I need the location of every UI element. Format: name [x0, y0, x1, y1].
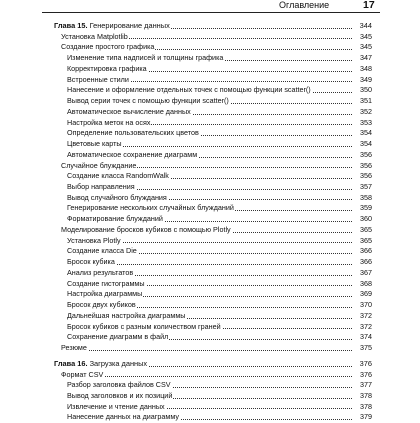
- toc-subsection-entry[interactable]: [54, 380, 372, 391]
- toc-entry-text: [54, 21, 171, 32]
- toc-section-entry[interactable]: [54, 225, 372, 236]
- running-header-title: Оглавление: [279, 0, 330, 10]
- toc-entry-title: Настройка диаграммы: [67, 289, 143, 299]
- toc-subsection-entry[interactable]: [54, 300, 372, 311]
- toc-page-number: 366: [352, 246, 372, 257]
- toc-entry-title: Бросок двух кубиков: [67, 300, 136, 310]
- toc-subsection-entry[interactable]: [54, 107, 372, 118]
- toc-chapter-entry[interactable]: [54, 21, 372, 32]
- toc-entry-title: Создание класса Die: [67, 246, 137, 256]
- toc-entry-text: [67, 236, 122, 247]
- toc-entry-title: Определение пользовательских цветов: [67, 128, 199, 138]
- toc-page-number: 366: [352, 257, 372, 268]
- toc-entry-text: [67, 279, 146, 290]
- toc-subsection-entry[interactable]: [54, 322, 372, 333]
- toc-subsection-entry[interactable]: [54, 75, 372, 86]
- page-number: 17: [363, 0, 375, 11]
- toc-entry-title: Автоматическое вычисление данных: [67, 106, 191, 116]
- toc-subsection-entry[interactable]: [54, 268, 372, 279]
- toc-subsection-entry[interactable]: [54, 402, 372, 413]
- toc-page-number: 359: [352, 203, 372, 214]
- toc-entry-text: [67, 107, 192, 118]
- toc-entry-text: [67, 64, 148, 75]
- toc-page-number: 356: [352, 150, 372, 161]
- toc-entry-title: Резюме: [61, 343, 87, 353]
- toc-entry-text: [67, 300, 137, 311]
- toc-subsection-entry[interactable]: [54, 193, 372, 204]
- toc-entry-title: Вывод случайного блуждания: [67, 192, 167, 202]
- toc-entry-title: Автоматическое сохранение диаграмм: [67, 149, 198, 159]
- toc-page-number: 344: [352, 21, 372, 32]
- toc-page-number: 365: [352, 236, 372, 247]
- toc-entry-text: [67, 332, 169, 343]
- toc-entry-title: Выбор направления: [67, 182, 135, 192]
- toc-page-number: 378: [352, 402, 372, 413]
- toc-entry-title: Моделирование бросков кубиков с помощью Plotly: [61, 224, 231, 234]
- toc-subsection-entry[interactable]: [54, 96, 372, 107]
- toc-page-number: 358: [352, 193, 372, 204]
- toc-entry-title: Разбор заголовка файлов CSV: [67, 380, 171, 390]
- toc-subsection-entry[interactable]: [54, 64, 372, 75]
- toc-entry-text: [67, 412, 180, 423]
- toc-page-number: 368: [352, 279, 372, 290]
- toc-entry-text: [67, 268, 134, 279]
- toc-page-number: 357: [352, 182, 372, 193]
- chapter-number: Глава 15.: [54, 21, 88, 30]
- toc-entry-text: [67, 75, 130, 86]
- toc-page-number: 367: [352, 268, 372, 279]
- toc-entry-text: [67, 150, 198, 161]
- toc-entry-title: Генерирование данных: [89, 21, 170, 30]
- toc-chapter-entry[interactable]: [54, 359, 372, 370]
- toc-page-number: 372: [352, 311, 372, 322]
- toc-entry-text: [61, 32, 129, 43]
- header-divider: [42, 12, 380, 13]
- toc-entry-text: [67, 203, 235, 214]
- toc-page-number: 349: [352, 75, 372, 86]
- toc-entry-title: Встроенные стили: [67, 74, 129, 84]
- toc-entry-text: [67, 257, 116, 268]
- toc-entry-text: [54, 359, 148, 370]
- toc-page-number: 345: [352, 32, 372, 43]
- toc-page-number: 376: [352, 370, 372, 381]
- toc-page-number: 378: [352, 391, 372, 402]
- toc-page-number: 345: [352, 42, 372, 53]
- toc-page-number: 376: [352, 359, 372, 370]
- toc-subsection-entry[interactable]: [54, 246, 372, 257]
- toc-entry-text: [67, 402, 166, 413]
- toc-entry-title: Корректировка графика: [67, 63, 147, 73]
- toc-entry-title: Случайное блуждание: [61, 160, 137, 170]
- toc-subsection-entry[interactable]: [54, 139, 372, 150]
- toc-subsection-entry[interactable]: [54, 118, 372, 129]
- toc-section-entry[interactable]: [54, 161, 372, 172]
- toc-page-number: 348: [352, 64, 372, 75]
- toc-subsection-entry[interactable]: [54, 332, 372, 343]
- toc-page-number: 370: [352, 300, 372, 311]
- toc-section-entry[interactable]: [54, 343, 372, 354]
- toc-entry-text: [67, 246, 138, 257]
- toc-entry-title: Форматирование блужданий: [67, 214, 163, 224]
- toc-entry-title: Установка Matplotlib: [61, 31, 128, 41]
- toc-entry-text: [61, 42, 155, 53]
- toc-entry-title: Создание класса RandomWalk: [67, 171, 169, 181]
- toc-entry-text: [67, 85, 312, 96]
- toc-page-number: 377: [352, 380, 372, 391]
- toc-page-number: 374: [352, 332, 372, 343]
- toc-entry-title: Создание простого графика: [61, 42, 155, 52]
- toc-entry-text: [67, 311, 186, 322]
- toc-subsection-entry[interactable]: [54, 311, 372, 322]
- toc-entry-text: [61, 343, 88, 354]
- toc-page-number: 347: [352, 53, 372, 64]
- toc-subsection-entry[interactable]: [54, 289, 372, 300]
- toc-entry-title: Сохранение диаграмм в файл: [67, 332, 169, 342]
- toc-entry-title: Анализ результатов: [67, 267, 134, 277]
- toc-entry-text: [67, 128, 200, 139]
- toc-entry-title: Извлечение и чтение данных: [67, 401, 165, 411]
- toc-subsection-entry[interactable]: [54, 150, 372, 161]
- toc-entry-title: Создание гистограммы: [67, 278, 145, 288]
- toc-page-number: 369: [352, 289, 372, 300]
- toc-subsection-entry[interactable]: [54, 128, 372, 139]
- toc-section-entry[interactable]: [54, 32, 372, 43]
- toc-entry-title: Вывод серии точек с помощью функции scatter(): [67, 96, 229, 106]
- toc-page-number: 352: [352, 107, 372, 118]
- toc-entry-text: [67, 118, 151, 129]
- toc-subsection-entry[interactable]: [54, 85, 372, 96]
- toc-entry-text: [67, 380, 172, 391]
- toc-entry-title: Цветовые карты: [67, 139, 122, 149]
- toc-entry-text: [67, 289, 143, 300]
- toc-page-number: 356: [352, 161, 372, 172]
- toc-subsection-entry[interactable]: [54, 257, 372, 268]
- toc-entry-text: [67, 96, 230, 107]
- toc-subsection-entry[interactable]: [54, 203, 372, 214]
- toc-entry-title: Генерирование нескольких случайных блужданий: [67, 203, 234, 213]
- toc-entry-title: Бросок кубиков с разным количеством граней: [67, 321, 221, 331]
- toc-page-number: 351: [352, 96, 372, 107]
- toc-page-number: 365: [352, 225, 372, 236]
- dot-leader: [62, 376, 352, 377]
- toc-entry-title: Загрузка данных: [89, 358, 148, 368]
- table-of-contents: [54, 21, 372, 423]
- toc-page-number: 354: [352, 128, 372, 139]
- toc-subsection-entry[interactable]: [54, 279, 372, 290]
- toc-entry-title: Установка Plotly: [67, 235, 121, 245]
- toc-page-number: 379: [352, 412, 372, 423]
- toc-entry-text: [61, 225, 232, 236]
- toc-subsection-entry[interactable]: [54, 412, 372, 423]
- toc-entry-title: Нанесение и оформление отдельных точек с помощью функции scatter(): [67, 85, 311, 95]
- toc-page-number: 375: [352, 343, 372, 354]
- toc-entry-text: [67, 53, 224, 64]
- toc-entry-title: Изменение типа надписей и толщины графика: [67, 53, 224, 63]
- dot-leader: [62, 350, 352, 351]
- toc-page-number: 354: [352, 139, 372, 150]
- toc-entry-text: [67, 322, 222, 333]
- toc-subsection-entry[interactable]: [54, 182, 372, 193]
- toc-subsection-entry[interactable]: [54, 53, 372, 64]
- toc-subsection-entry[interactable]: [54, 236, 372, 247]
- toc-entry-text: [67, 171, 170, 182]
- toc-page-number: 360: [352, 214, 372, 225]
- chapter-number: Глава 16.: [54, 358, 88, 368]
- toc-subsection-entry[interactable]: [54, 171, 372, 182]
- toc-subsection-entry[interactable]: [54, 214, 372, 225]
- toc-page-number: 350: [352, 85, 372, 96]
- toc-entry-text: [61, 161, 137, 172]
- toc-entry-text: [67, 182, 136, 193]
- toc-entry-title: Бросок кубика: [67, 257, 115, 267]
- toc-entry-title: Нанесение данных на диаграмму: [67, 412, 179, 422]
- toc-entry-text: [67, 391, 173, 402]
- page-header: [0, 0, 420, 12]
- toc-entry-title: Формат CSV: [61, 369, 104, 379]
- toc-page-number: 356: [352, 171, 372, 182]
- toc-entry-text: [67, 139, 123, 150]
- toc-section-entry[interactable]: [54, 42, 372, 53]
- toc-entry-text: [67, 193, 168, 204]
- toc-entry-title: Вывод заголовков и их позиций: [67, 390, 173, 400]
- toc-entry-text: [67, 214, 164, 225]
- toc-entry-text: [61, 370, 104, 381]
- toc-subsection-entry[interactable]: [54, 391, 372, 402]
- toc-section-entry[interactable]: [54, 370, 372, 381]
- toc-entry-title: Дальнейшая настройка диаграммы: [67, 310, 186, 320]
- toc-page-number: 372: [352, 322, 372, 333]
- toc-entry-title: Настройка меток на осях: [67, 117, 151, 127]
- toc-page-number: 353: [352, 118, 372, 129]
